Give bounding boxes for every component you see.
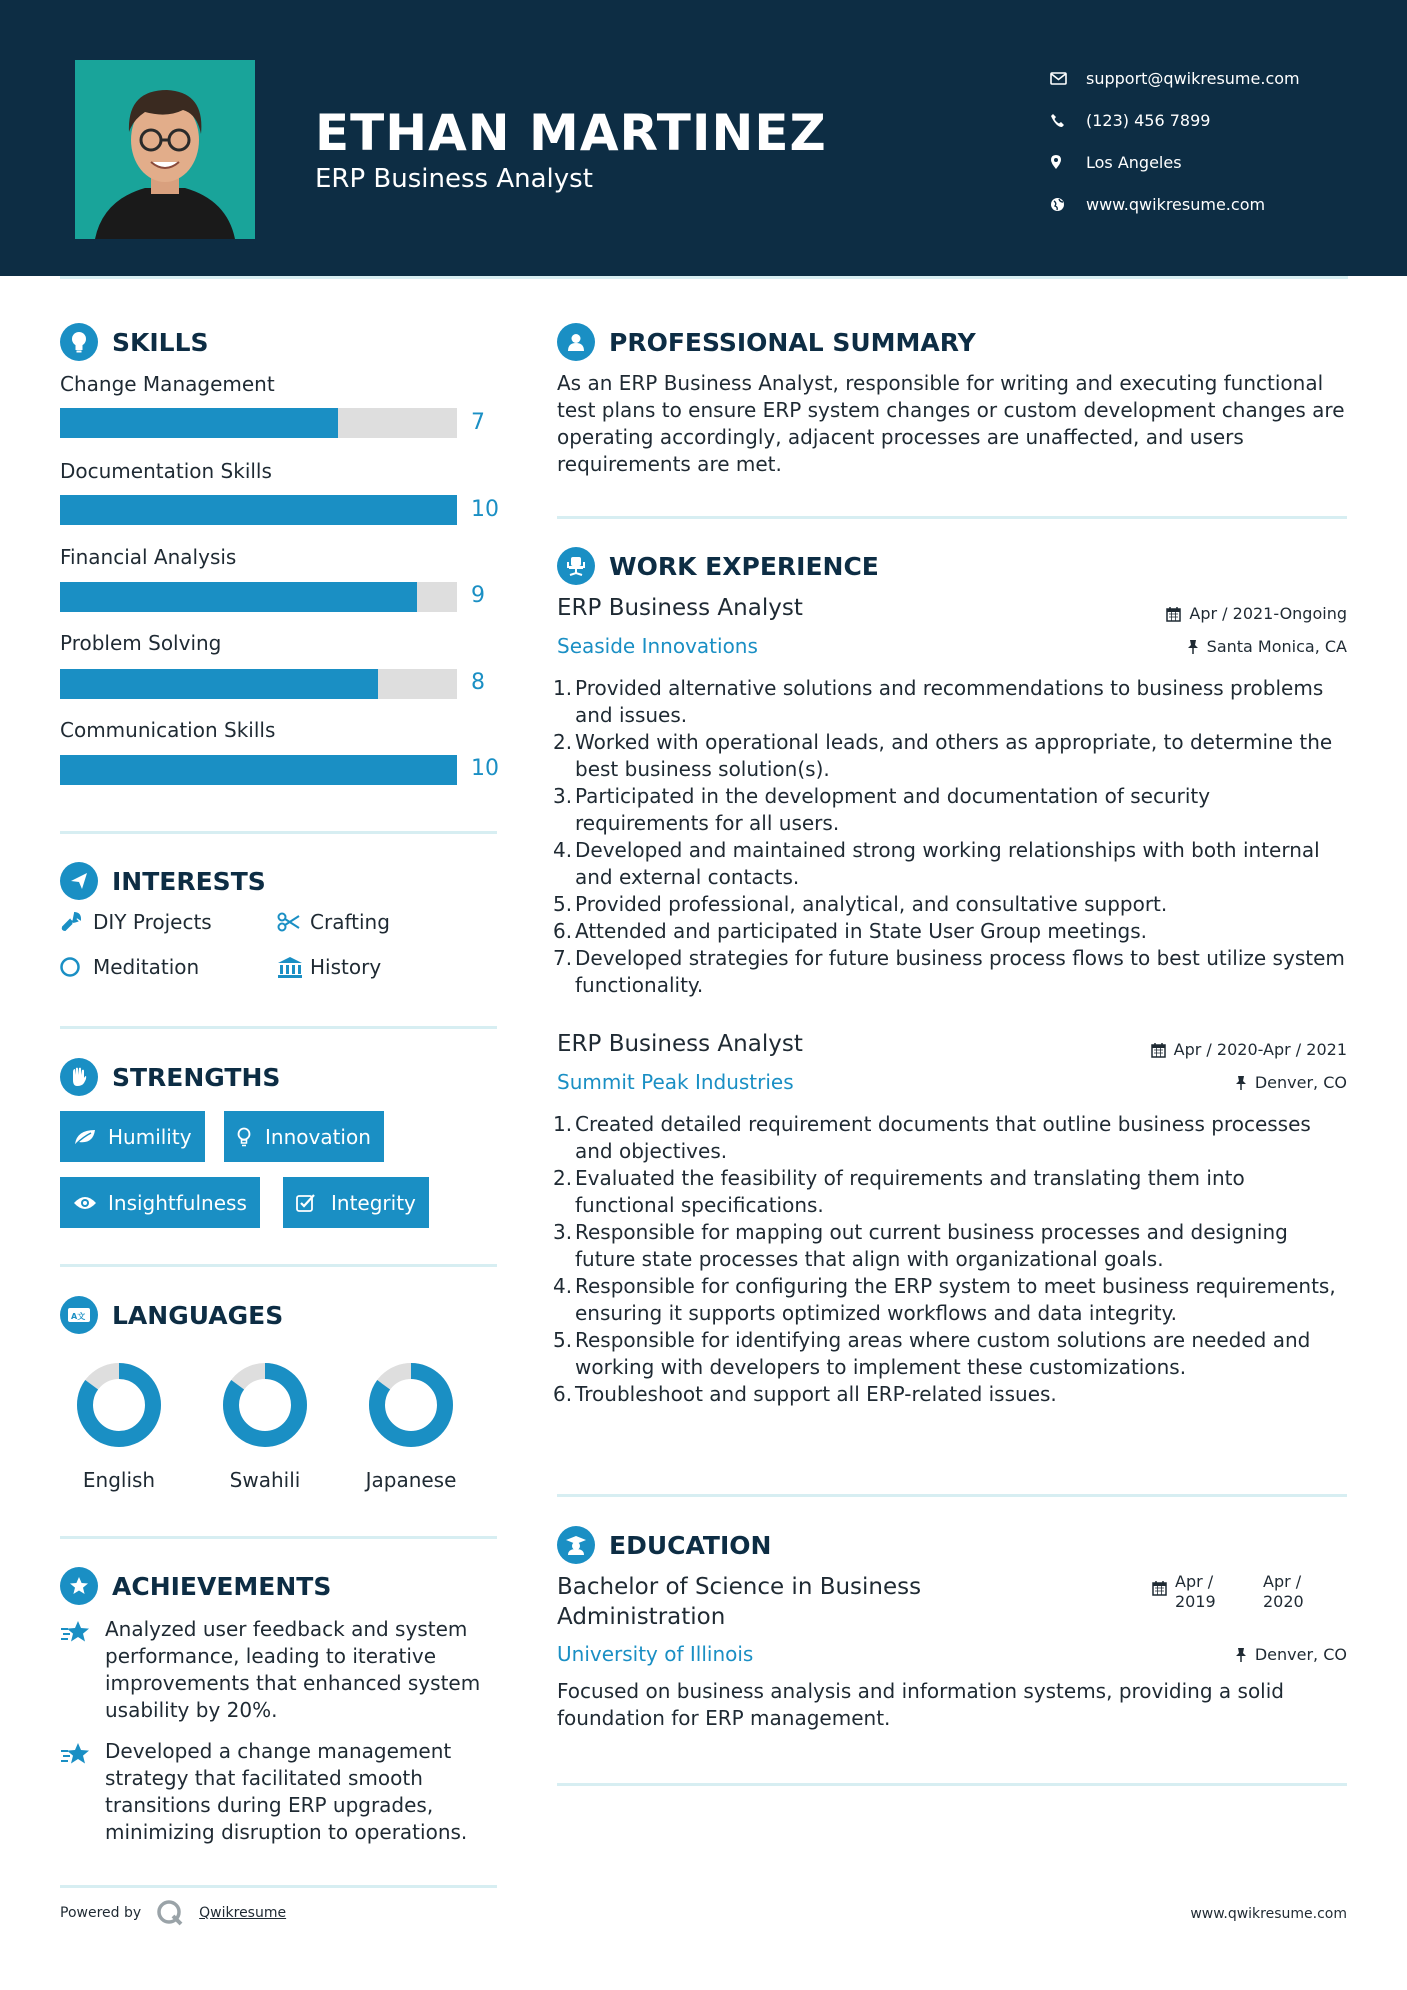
section-divider bbox=[557, 1783, 1347, 1786]
language-item bbox=[210, 1360, 320, 1492]
candidate-name: ETHAN MARTINEZ bbox=[315, 104, 827, 162]
skill-score: 10 bbox=[471, 497, 499, 522]
fist-icon bbox=[60, 1058, 98, 1096]
contact-location bbox=[1050, 141, 1390, 183]
language-name: Japanese bbox=[365, 1468, 457, 1492]
skill-score: 7 bbox=[471, 410, 485, 435]
language-name: Swahili bbox=[229, 1468, 301, 1492]
bank-icon bbox=[277, 956, 310, 978]
strength-label: Insightfulness bbox=[108, 1190, 247, 1215]
strength-label: Innovation bbox=[265, 1124, 371, 1149]
interests-heading bbox=[60, 861, 266, 901]
education-heading bbox=[557, 1525, 771, 1565]
languages-title: LANGUAGES bbox=[112, 1300, 284, 1330]
list-item: 3. Responsible for mapping out current business processes and designing future state processes that align with organizational goals. bbox=[553, 1220, 1288, 1271]
strength-label: Integrity bbox=[331, 1190, 416, 1215]
contact-list bbox=[1050, 57, 1390, 225]
phone-icon bbox=[1050, 113, 1086, 128]
list-item: 2. Evaluated the feasibility of requirements and translating them into functional specifications. bbox=[553, 1166, 1245, 1217]
experience-title: WORK EXPERIENCE bbox=[609, 551, 879, 581]
list-item: 1. Provided alternative solutions and recommendations to business problems and issues. bbox=[553, 676, 1324, 727]
language-item bbox=[64, 1360, 174, 1492]
language-donut bbox=[366, 1360, 456, 1450]
interest-label: Crafting bbox=[310, 910, 390, 934]
contact-phone[interactable] bbox=[1050, 99, 1390, 141]
svg-text:A文: A文 bbox=[71, 1312, 86, 1321]
star-icon bbox=[60, 1616, 105, 1724]
achievement-text: Developed a change management strategy that facilitated smooth transitions during ERP upgrades, minimizing disruption to operations. bbox=[105, 1739, 468, 1844]
strength-tag bbox=[60, 1111, 205, 1162]
contact-email-text: support@qwikresume.com bbox=[1086, 68, 1300, 88]
skill-label: Documentation Skills bbox=[60, 459, 272, 483]
pushpin-icon bbox=[1187, 639, 1199, 654]
calendar-icon bbox=[1152, 1580, 1167, 1596]
leaf-icon bbox=[73, 1128, 108, 1146]
section-divider bbox=[60, 1536, 497, 1539]
achievement-item bbox=[60, 1616, 500, 1724]
achievements-title: ACHIEVEMENTS bbox=[112, 1571, 332, 1601]
skill-bar bbox=[60, 408, 457, 438]
list-item: 6. Troubleshoot and support all ERP-related issues. bbox=[553, 1382, 1057, 1406]
wrench-icon bbox=[60, 911, 93, 933]
skill-label: Communication Skills bbox=[60, 718, 276, 742]
circle-icon bbox=[60, 956, 93, 978]
skill-score: 8 bbox=[471, 670, 485, 695]
list-item: 5. Responsible for identifying areas where custom solutions are needed and working with developers to implement these customizations. bbox=[553, 1328, 1311, 1379]
strength-tag bbox=[224, 1111, 384, 1162]
qwikresume-link[interactable]: Qwikresume bbox=[199, 1905, 287, 1921]
profile-photo bbox=[75, 60, 255, 239]
job-dates bbox=[1151, 1040, 1347, 1059]
list-item: 7. Developed strategies for future business process flows to best utilize system functionality. bbox=[553, 946, 1345, 997]
section-divider bbox=[60, 1885, 497, 1888]
envelope-icon bbox=[1050, 72, 1086, 85]
list-item: 1. Created detailed requirement documents that outline business processes and objectives. bbox=[553, 1112, 1311, 1163]
interest-label: History bbox=[310, 955, 382, 979]
section-divider bbox=[60, 831, 497, 834]
summary-heading bbox=[557, 322, 976, 362]
achievements-heading bbox=[60, 1566, 331, 1606]
strength-label: Humility bbox=[108, 1124, 192, 1149]
skill-label: Problem Solving bbox=[60, 631, 222, 655]
globe-icon bbox=[1050, 197, 1086, 212]
education-title: EDUCATION bbox=[609, 1530, 772, 1560]
degree-title: Bachelor of Science in Business Administration bbox=[557, 1574, 922, 1630]
interest-label: DIY Projects bbox=[93, 910, 212, 934]
footer-website[interactable]: www.qwikresume.com bbox=[1190, 1906, 1347, 1922]
school-name: University of Illinois bbox=[557, 1642, 754, 1666]
education-end-date: Apr / 2020 bbox=[1263, 1572, 1304, 1611]
skill-bar-fill bbox=[60, 755, 457, 785]
language-donut bbox=[220, 1360, 310, 1450]
translate-icon bbox=[60, 1296, 98, 1334]
user-icon bbox=[557, 323, 595, 361]
star-badge-icon bbox=[60, 1567, 98, 1605]
strength-tag bbox=[283, 1177, 429, 1228]
list-item: 5. Provided professional, analytical, and consultative support. bbox=[553, 892, 1168, 916]
paper-plane-icon bbox=[60, 862, 98, 900]
education-start-date: Apr / 2019 bbox=[1175, 1572, 1216, 1611]
contact-website[interactable] bbox=[1050, 183, 1390, 225]
contact-phone-text: (123) 456 7899 bbox=[1086, 110, 1211, 130]
language-item bbox=[356, 1360, 466, 1492]
language-donut bbox=[74, 1360, 164, 1450]
skill-bar-fill bbox=[60, 408, 338, 438]
company-name: Seaside Innovations bbox=[557, 634, 758, 658]
interest-item bbox=[60, 910, 212, 934]
skill-label: Change Management bbox=[60, 372, 275, 396]
strength-tag bbox=[60, 1177, 260, 1228]
language-name: English bbox=[82, 1468, 156, 1492]
skill-score: 10 bbox=[471, 756, 499, 781]
office-chair-icon bbox=[557, 547, 595, 585]
skill-bar-fill bbox=[60, 669, 378, 699]
skill-bar bbox=[60, 495, 457, 525]
skill-bar bbox=[60, 755, 457, 785]
contact-website-text: www.qwikresume.com bbox=[1086, 194, 1266, 214]
lightbulb-icon bbox=[60, 323, 98, 361]
job-responsibilities bbox=[553, 1111, 1347, 1408]
skills-heading bbox=[60, 322, 209, 362]
job-location-text: Denver, CO bbox=[1254, 1073, 1347, 1092]
strengths-title: STRENGTHS bbox=[112, 1062, 281, 1092]
skill-bar-fill bbox=[60, 582, 417, 612]
contact-location-text: Los Angeles bbox=[1086, 152, 1182, 172]
calendar-icon bbox=[1151, 1042, 1166, 1058]
location-pin-icon bbox=[1050, 154, 1086, 170]
strengths-heading bbox=[60, 1057, 280, 1097]
job-location bbox=[1187, 637, 1347, 656]
interest-item bbox=[277, 955, 381, 979]
section-divider bbox=[557, 516, 1347, 519]
star-icon bbox=[60, 1738, 105, 1846]
graduate-icon bbox=[557, 1526, 595, 1564]
interest-label: Meditation bbox=[93, 955, 200, 979]
interest-item bbox=[277, 910, 390, 934]
footer-powered-by bbox=[60, 1898, 286, 1928]
experience-heading bbox=[557, 546, 879, 586]
pushpin-icon bbox=[1235, 1647, 1247, 1662]
scissors-icon bbox=[277, 912, 310, 932]
skill-score: 9 bbox=[471, 583, 485, 608]
list-item: 3. Participated in the development and documentation of security requirements for all users. bbox=[553, 784, 1211, 835]
summary-text: As an ERP Business Analyst, responsible for writing and executing functional test plans to ensure ERP system changes or custom development changes are operating accordingly, adjacent processes are unaffected, and users requirements are met. bbox=[557, 371, 1345, 476]
summary-title: PROFESSIONAL SUMMARY bbox=[609, 327, 976, 357]
skill-bar bbox=[60, 582, 457, 612]
education-location-text: Denver, CO bbox=[1254, 1645, 1347, 1664]
achievement-item bbox=[60, 1738, 500, 1846]
section-divider bbox=[60, 1264, 497, 1267]
job-location bbox=[1235, 1073, 1347, 1092]
job-title: ERP Business Analyst bbox=[557, 595, 803, 621]
job-dates-text: Apr / 2020-Apr / 2021 bbox=[1173, 1040, 1347, 1059]
eye-icon bbox=[73, 1195, 108, 1211]
skills-title: SKILLS bbox=[112, 327, 209, 357]
powered-by-text: Powered by bbox=[60, 1905, 142, 1921]
resume-header bbox=[0, 0, 1407, 276]
education-description: Focused on business analysis and information systems, providing a solid foundation for ERP management. bbox=[557, 1679, 1284, 1730]
list-item: 4. Developed and maintained strong working relationships with both internal and external contacts. bbox=[553, 838, 1320, 889]
list-item: 4. Responsible for configuring the ERP system to meet business requirements, ensuring it supports optimized workflows and data integrity. bbox=[553, 1274, 1336, 1325]
header-divider bbox=[60, 276, 1348, 279]
job-location-text: Santa Monica, CA bbox=[1206, 637, 1347, 656]
lightbulb-icon bbox=[237, 1127, 265, 1147]
section-divider bbox=[60, 1026, 497, 1029]
interest-item bbox=[60, 955, 199, 979]
job-dates bbox=[1166, 604, 1347, 623]
education-dates bbox=[1152, 1572, 1323, 1612]
education-location bbox=[1235, 1645, 1347, 1664]
skill-bar bbox=[60, 669, 457, 699]
contact-email[interactable] bbox=[1050, 57, 1390, 99]
company-name: Summit Peak Industries bbox=[557, 1070, 794, 1094]
skill-bar-fill bbox=[60, 495, 457, 525]
achievement-text: Analyzed user feedback and system performance, leading to iterative improvements that enhanced system usability by 20%. bbox=[105, 1617, 481, 1722]
skill-label: Financial Analysis bbox=[60, 545, 237, 569]
job-responsibilities bbox=[553, 675, 1347, 999]
candidate-title: ERP Business Analyst bbox=[315, 164, 593, 194]
languages-heading bbox=[60, 1295, 283, 1335]
list-item: 2. Worked with operational leads, and others as appropriate, to determine the best business solution(s). bbox=[553, 730, 1333, 781]
job-dates-text: Apr / 2021-Ongoing bbox=[1189, 604, 1347, 623]
qwikresume-logo-icon bbox=[155, 1898, 185, 1928]
interests-title: INTERESTS bbox=[112, 866, 266, 896]
calendar-icon bbox=[1166, 606, 1181, 622]
section-divider bbox=[557, 1494, 1347, 1497]
pushpin-icon bbox=[1235, 1075, 1247, 1090]
job-title: ERP Business Analyst bbox=[557, 1031, 803, 1057]
list-item: 6. Attended and participated in State User Group meetings. bbox=[553, 919, 1148, 943]
checkbox-icon bbox=[296, 1194, 331, 1212]
